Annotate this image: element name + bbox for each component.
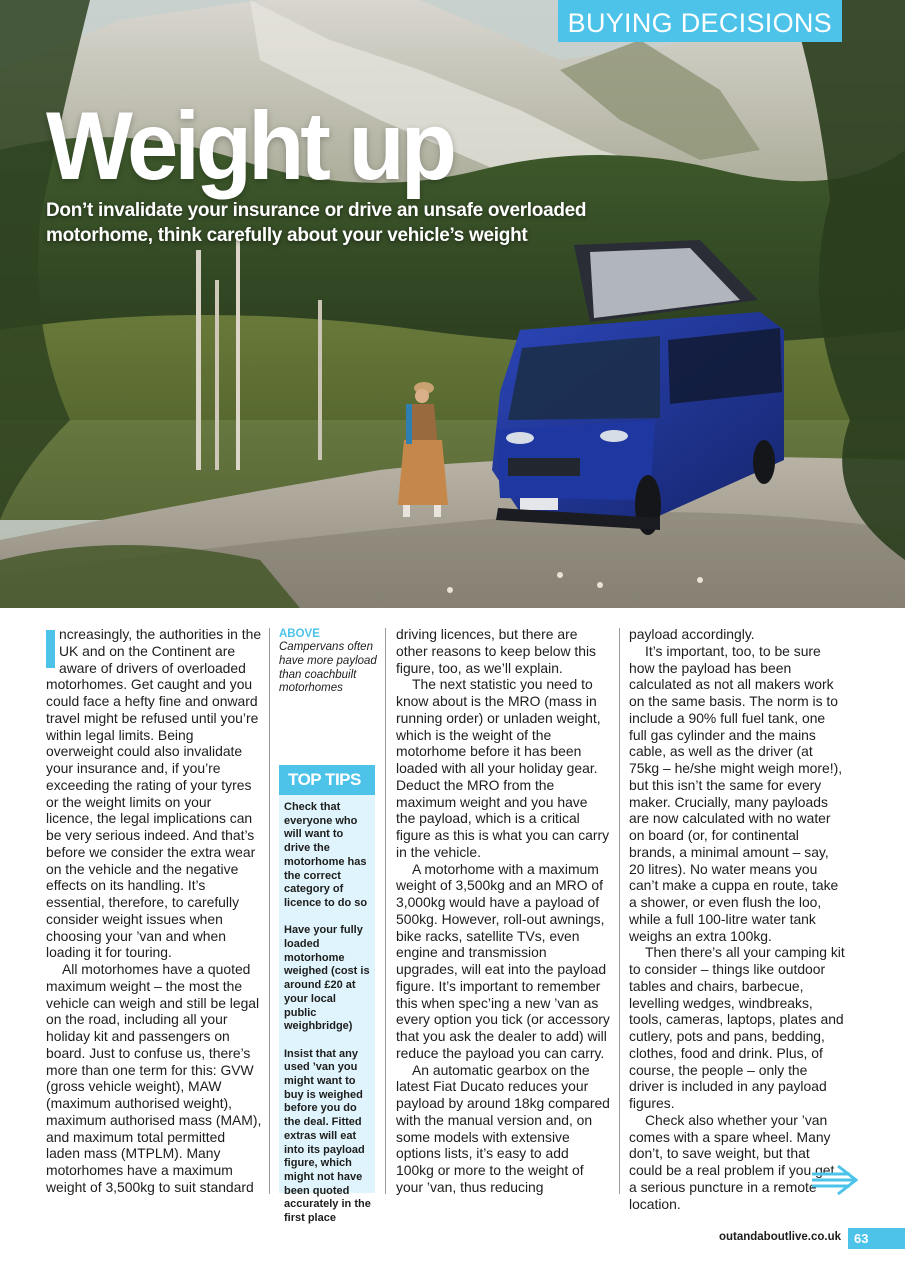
body-paragraph: payload accordingly. [629, 626, 755, 642]
page-title: Weight up [46, 93, 453, 201]
arrow-right-icon [810, 1163, 860, 1197]
column-divider [269, 628, 270, 1194]
body-paragraph: Check also whether your ’van comes with a spare wheel. Many don’t, to save weight, but that could be a real problem if you get a serious puncture in a remote location. [629, 1111, 835, 1212]
standfirst: Don’t invalidate your insurance or drive an unsafe overloaded motorhome, think carefully about your vehicle’s weight [46, 200, 587, 246]
caption-text: Campervans often have more payload than coachbuilt motorhomes [279, 641, 377, 695]
body-paragraph: The next statistic you need to know about is the MRO (mass in running order) or unladen weight, which is the weight of the motorhome before it has been loaded with all your holiday gear. Deduct the MRO from the maximum weight and you have the payload, which is a critical figure as this is what you can carry in the vehicle. [396, 676, 610, 860]
tip-item: Have your fully loaded motorhome weighed (cost is around £20 at your local public weighbridge) [284, 924, 370, 1033]
article-column-1 [46, 626, 262, 1196]
top-tips-heading: TOP TIPS [279, 765, 375, 795]
body-paragraph: It’s important, too, to be sure how the payload has been calculated as not all makers work on the same basis. The norm is to include a 90% full fuel tank, one full gas cylinder and the mains cable, as well as the driver (at 75kg – he/she might weigh more!), but this isn’t the same for every maker. Crucially, many payloads are now calculated with no water on board (or, for continental brands, a minimal amount – say, 20 litres). No water means you can’t make a cuppa en route, take a shower, or even flush the loo, while a full 100-litre water tank weighs an extra 100kg. [629, 642, 843, 944]
body-paragraph: ncreasingly, the authorities in the UK and on the Continent are aware of drivers of overloaded motorhomes. Get caught and you could face a hefty fine and onward travel might be refused until you’re within legal limits. Being overweight could also invalidate your insurance and, if you’re exceeding the rating of your tyres or the weight limits on your licence, the legal implications can be very serious indeed. And that’s before we consider the extra wear on the vehicle and the negative effects on its handling. It’s essential, therefore, to carefully consider weight issues when choosing your ’van and when loading it for touring. [46, 626, 262, 961]
body-paragraph: A motorhome with a maximum weight of 3,500kg and an MRO of 3,000kg would have a payload of 500kg. However, roll-out awnings, bike racks, satellite TVs, even engine and transmission upgrades, will eat into the payload figure. It’s important to remember this when spec’ing a new ’van as every option you tick (or accessory that you ask the dealer to add) will reduce the payload you can carry. [396, 860, 610, 1061]
body-paragraph: driving licences, but there are other reasons to keep below this figure, too, as we’ll explain. [396, 626, 596, 676]
body-paragraph: Then there’s all your camping kit to consider – things like outdoor tables and chairs, barbecue, levelling wedges, windbreaks, tools, cameras, laptops, plates and cutlery, pots and pans, bedding, clothes, food and drink. Plus, of course, the people – only the driver is included in any payload figures. [629, 944, 845, 1111]
tip-item: Check that everyone who will want to drive the motorhome has the correct category of licence to do so [284, 801, 368, 909]
page-number: 63 [848, 1228, 905, 1249]
dropcap-marker [46, 630, 55, 668]
body-paragraph: All motorhomes have a quoted maximum weight – the most the vehicle can weigh and still be legal on the road, including all your holiday kit and passengers on board. Just to confuse us, there’s more than one term for this: GVW (gross vehicle weight), MAW (maximum authorised weight), maximum authorised mass (MAM), and maximum total permitted laden mass (MTPLM). Many motorhomes have a maximum weight of 3,500kg to suit standard [46, 961, 262, 1195]
tip-item: Insist that any used ’van you might want to buy is weighed before you do the deal. Fitted extras will eat into its payload figure, which might not have been quoted accurately in the first place [284, 1047, 371, 1225]
caption-label: ABOVE [279, 628, 320, 640]
body-paragraph: An automatic gearbox on the latest Fiat Ducato reduces your payload by around 18kg compared with the manual version and, on some models with extensive options lists, it’s easy to add 100kg or more to the weight of your ’van, thus reducing [396, 1061, 610, 1195]
section-tag: BUYING DECISIONS [558, 0, 842, 42]
hero-photo [0, 0, 905, 608]
article-column-3 [396, 626, 610, 1196]
column-divider [619, 628, 620, 1194]
column-divider [385, 628, 386, 1194]
top-tips-list [279, 795, 375, 1226]
article-column-4 [629, 626, 845, 1212]
photo-caption [279, 627, 379, 696]
dropcap-paragraph [46, 626, 262, 961]
top-tips-box [279, 765, 375, 1225]
footer-site-url: outandaboutlive.co.uk [718, 1231, 841, 1243]
